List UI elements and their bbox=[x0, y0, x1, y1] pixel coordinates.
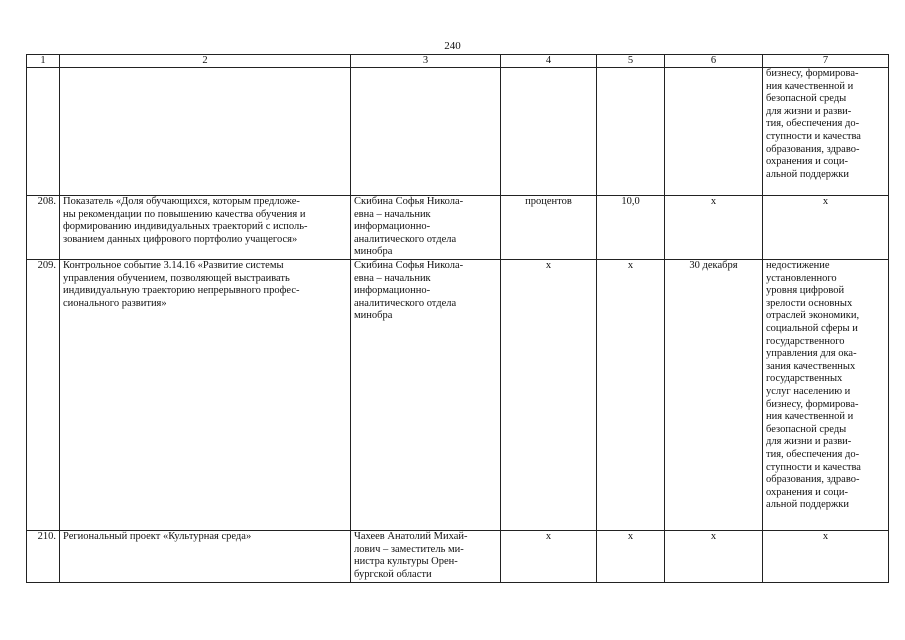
text-line: охранения и соци- bbox=[766, 156, 849, 168]
value-cell: х bbox=[597, 260, 665, 531]
text-line: х bbox=[822, 196, 829, 207]
text-line: образования, здраво- bbox=[766, 143, 860, 155]
text-line: индивидуальную траекторию непрерывного профес- bbox=[63, 285, 300, 297]
text-line: сионального развития» bbox=[63, 297, 167, 309]
text-line: минобра bbox=[354, 310, 393, 322]
row-number: 208. bbox=[27, 196, 60, 260]
column-number-header: 6 bbox=[665, 55, 763, 68]
text-line: ния качественной и bbox=[766, 80, 854, 92]
text-line: аналитического отдела bbox=[354, 233, 457, 245]
text-line: управления для ока- bbox=[766, 348, 857, 360]
text-line: формированию индивидуальных траекторий с исполь- bbox=[63, 221, 308, 233]
unit-cell: х bbox=[501, 531, 597, 583]
table-cell bbox=[597, 68, 665, 196]
text-line: ния качественной и bbox=[766, 411, 854, 423]
continuation-row bbox=[27, 68, 889, 196]
column-number-header: 4 bbox=[501, 55, 597, 68]
text-line: бургской области bbox=[354, 568, 432, 580]
text-line: для жизни и разви- bbox=[766, 105, 852, 117]
column-number-header: 7 bbox=[763, 55, 889, 68]
text-line: зания качественных bbox=[766, 360, 856, 372]
item-description-cell bbox=[60, 531, 351, 583]
value-cell: х bbox=[597, 531, 665, 583]
text-line: установленного bbox=[766, 272, 837, 284]
row-number: 209. bbox=[27, 260, 60, 531]
table-row bbox=[27, 531, 889, 583]
unit-cell: х bbox=[501, 260, 597, 531]
risk-cell bbox=[763, 196, 889, 260]
text-line: бизнесу, формирова- bbox=[766, 398, 859, 410]
table-cell bbox=[665, 68, 763, 196]
text-line: государственного bbox=[766, 335, 845, 347]
date-cell: х bbox=[665, 196, 763, 260]
text-line: аналитического отдела bbox=[354, 297, 457, 309]
text-line: Показатель «Доля обучающихся, которым предложе- bbox=[63, 196, 300, 207]
responsible-person-cell bbox=[351, 196, 501, 260]
item-description-cell bbox=[60, 260, 351, 531]
risk-cell bbox=[763, 68, 889, 196]
text-line: Региональный проект «Культурная среда» bbox=[63, 531, 252, 542]
value-cell: 10,0 bbox=[597, 196, 665, 260]
text-line: для жизни и разви- bbox=[766, 436, 852, 448]
risk-cell bbox=[763, 531, 889, 583]
text-line: информационно- bbox=[354, 221, 431, 233]
report-table bbox=[26, 54, 889, 583]
table-cell bbox=[351, 68, 501, 196]
text-line: уровня цифровой bbox=[766, 285, 845, 297]
column-number-header: 5 bbox=[597, 55, 665, 68]
column-number-header-row bbox=[27, 55, 889, 68]
text-line: социальной сферы и bbox=[766, 322, 858, 334]
table-cell bbox=[501, 68, 597, 196]
responsible-person-cell bbox=[351, 260, 501, 531]
text-line: зрелости основных bbox=[766, 297, 853, 309]
text-line: минобра bbox=[354, 246, 393, 258]
text-line: Скибина Софья Никола- bbox=[354, 260, 464, 271]
row-number: 210. bbox=[27, 531, 60, 583]
table-row bbox=[27, 260, 889, 531]
table-cell bbox=[60, 68, 351, 196]
text-line: Скибина Софья Никола- bbox=[354, 196, 464, 207]
text-line: управления обучением, позволяющей выстраивать bbox=[63, 272, 290, 284]
text-line: бизнесу, формирова- bbox=[766, 68, 859, 79]
unit-cell: процентов bbox=[501, 196, 597, 260]
text-line: евна – начальник bbox=[354, 272, 431, 284]
text-line: зованием данных цифрового портфолио учащегося» bbox=[63, 233, 298, 245]
text-line: евна – начальник bbox=[354, 208, 431, 220]
text-line: ступности и качества bbox=[766, 130, 861, 142]
text-line: тия, обеспечения до- bbox=[766, 118, 860, 130]
text-line: ны рекомендации по повышению качества обучения и bbox=[63, 208, 306, 220]
text-line: ступности и качества bbox=[766, 461, 861, 473]
text-line: Чахеев Анатолий Михай- bbox=[354, 531, 468, 542]
text-line: информационно- bbox=[354, 285, 431, 297]
column-number-header: 3 bbox=[351, 55, 501, 68]
text-line: государственных bbox=[766, 373, 843, 385]
table-cell bbox=[27, 68, 60, 196]
text-line: безопасной среды bbox=[766, 93, 847, 105]
text-line: тия, обеспечения до- bbox=[766, 448, 860, 460]
risk-cell bbox=[763, 260, 889, 531]
page-number: 240 bbox=[444, 40, 461, 52]
text-line: услуг населению и bbox=[766, 385, 851, 397]
item-description-cell bbox=[60, 196, 351, 260]
text-line: охранения и соци- bbox=[766, 486, 849, 498]
text-line: недостижение bbox=[766, 260, 830, 271]
table-row bbox=[27, 196, 889, 260]
text-line: лович – заместитель ми- bbox=[354, 543, 464, 555]
text-line: образования, здраво- bbox=[766, 474, 860, 486]
text-line: нистра культуры Орен- bbox=[354, 556, 458, 568]
text-line: отраслей экономики, bbox=[766, 310, 860, 322]
text-line: альной поддержки bbox=[766, 499, 850, 511]
column-number-header: 2 bbox=[60, 55, 351, 68]
date-cell: х bbox=[665, 531, 763, 583]
text-line: х bbox=[822, 531, 829, 542]
text-line: безопасной среды bbox=[766, 423, 847, 435]
text-line: альной поддержки bbox=[766, 168, 850, 180]
column-number-header: 1 bbox=[27, 55, 60, 68]
text-line: Контрольное событие 3.14.16 «Развитие системы bbox=[63, 260, 284, 271]
responsible-person-cell bbox=[351, 531, 501, 583]
date-cell: 30 декабря bbox=[665, 260, 763, 531]
